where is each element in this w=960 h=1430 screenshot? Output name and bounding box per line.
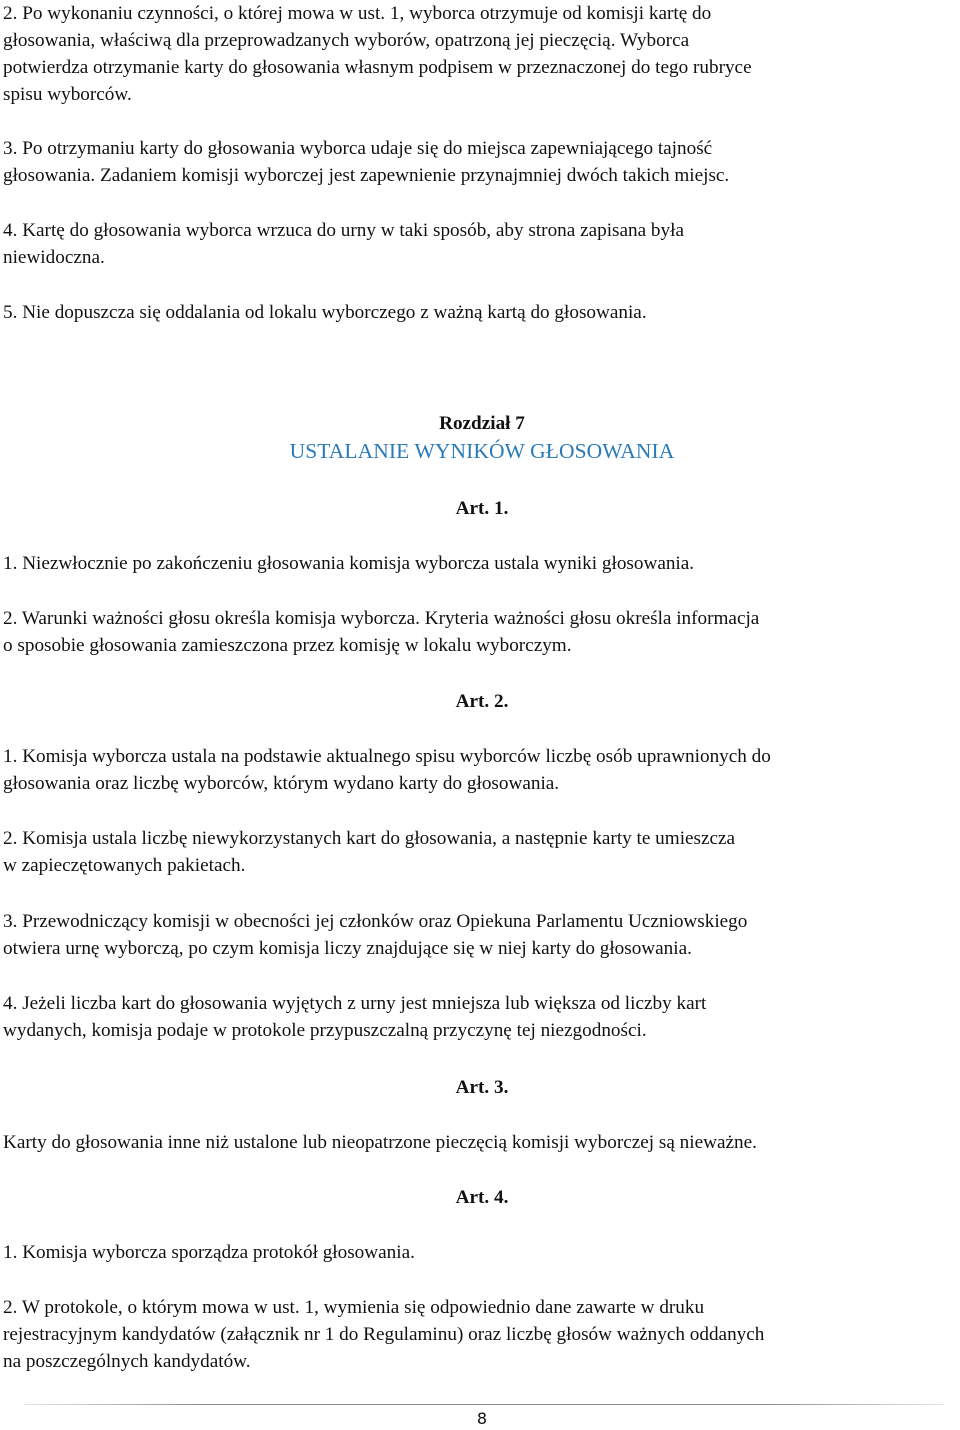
article-4-paragraph-2 (3, 1294, 958, 1375)
text-line: 2. Warunki ważności głosu określa komisja wyborcza. Kryteria ważności głosu określa informacja (3, 608, 760, 629)
paragraph-4-ballot-box (3, 217, 958, 271)
text-line: 1. Komisja wyborcza sporządza protokół głosowania. (3, 1242, 415, 1263)
paragraph-2-ballot-receipt (3, 0, 958, 108)
text-line: o sposobie głosowania zamieszczona przez komisję w lokalu wyborczym. (3, 635, 572, 656)
text-line: głosowania. Zadaniem komisji wyborczej jest zapewnienie przynajmniej dwóch takich miejsc. (3, 165, 730, 186)
page-number: 8 (476, 1409, 488, 1428)
text-line: rejestracyjnym kandydatów (załącznik nr 1 do Regulaminu) oraz liczbę głosów ważnych oddanych (3, 1324, 765, 1345)
article-heading-1: Art. 1. (455, 498, 509, 519)
text-line: spisu wyborców. (3, 84, 132, 105)
text-line: w zapieczętowanych pakietach. (3, 855, 246, 876)
article-2-paragraph-1 (3, 743, 958, 797)
text-line: 5. Nie dopuszcza się oddalania od lokalu wyborczego z ważną kartą do głosowania. (3, 302, 647, 323)
text-line: 3. Po otrzymaniu karty do głosowania wyborca udaje się do miejsca zapewniającego tajność (3, 138, 713, 159)
text-line: 2. Komisja ustala liczbę niewykorzystanych kart do głosowania, a następnie karty te umieszcza (3, 828, 736, 849)
text-line: 4. Kartę do głosowania wyborca wrzuca do urny w taki sposób, aby strona zapisana była (3, 220, 684, 241)
chapter-title: USTALANIE WYNIKÓW GŁOSOWANIA (289, 439, 675, 463)
text-line: wydanych, komisja podaje w protokole przypuszczalną przyczynę tej niezgodności. (3, 1020, 647, 1041)
text-line: potwierdza otrzymanie karty do głosowania własnym podpisem w przeznaczonej do tego rubryce (3, 57, 752, 78)
article-1-paragraph-2 (3, 605, 958, 659)
text-line: 2. Po wykonaniu czynności, o której mowa w ust. 1, wyborca otrzymuje od komisji kartę do (3, 3, 712, 24)
footer-divider (24, 1404, 944, 1405)
article-1-paragraph-1 (3, 550, 958, 577)
text-line: 1. Niezwłocznie po zakończeniu głosowania komisja wyborcza ustala wyniki głosowania. (3, 553, 695, 574)
chapter-number: Rozdział 7 (439, 413, 525, 434)
text-line: 4. Jeżeli liczba kart do głosowania wyjętych z urny jest mniejsza lub większa od liczby kart (3, 993, 707, 1014)
paragraph-3-secrecy (3, 135, 958, 189)
article-heading-3: Art. 3. (455, 1077, 509, 1098)
text-line: 3. Przewodniczący komisji w obecności jej członków oraz Opiekuna Parlamentu Uczniowskiego (3, 911, 748, 932)
article-2-paragraph-3 (3, 908, 958, 962)
text-line: na poszczególnych kandydatów. (3, 1351, 251, 1372)
article-2-paragraph-4 (3, 990, 958, 1044)
text-line: otwiera urnę wyborczą, po czym komisja liczy znajdujące się w niej karty do głosowania. (3, 938, 692, 959)
article-heading-4: Art. 4. (455, 1187, 509, 1208)
text-line: niewidoczna. (3, 247, 105, 268)
article-heading-2: Art. 2. (455, 691, 509, 712)
text-line: głosowania, właściwą dla przeprowadzanych wyborów, opatrzoną jej pieczęcią. Wyborca (3, 30, 690, 51)
text-line: 1. Komisja wyborcza ustala na podstawie aktualnego spisu wyborców liczbę osób uprawnionych do (3, 746, 771, 767)
article-4-paragraph-1 (3, 1239, 958, 1266)
text-line: 2. W protokole, o którym mowa w ust. 1, wymienia się odpowiednio dane zawarte w druku (3, 1297, 705, 1318)
text-line: głosowania oraz liczbę wyborców, którym wydano karty do głosowania. (3, 773, 560, 794)
text-line: Karty do głosowania inne niż ustalone lub nieopatrzone pieczęcią komisji wyborczej są nieważne. (3, 1132, 757, 1153)
paragraph-5-leaving (3, 299, 958, 326)
article-3-paragraph-1 (3, 1129, 958, 1156)
article-2-paragraph-2 (3, 825, 958, 879)
